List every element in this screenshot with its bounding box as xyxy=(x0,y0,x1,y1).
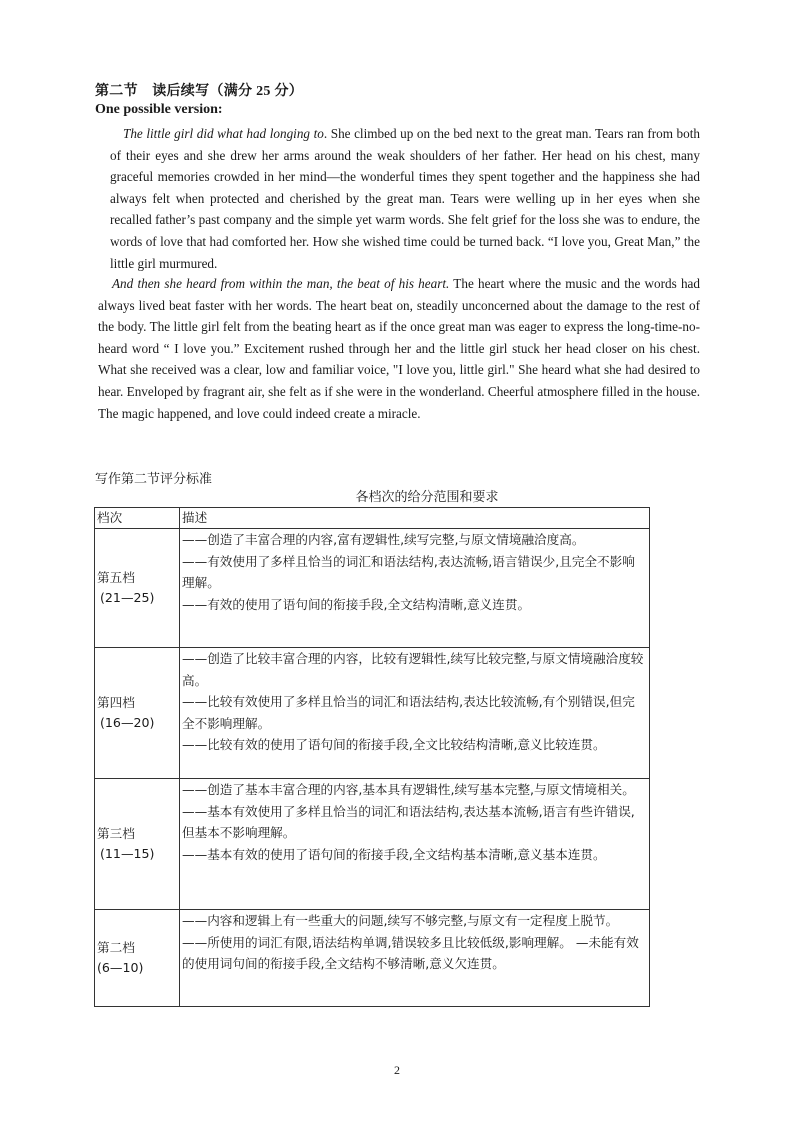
description-line: ——所使用的词汇有限,语法结构单调,错误较多且比较低级,影响理解。 —未能有效的使用词句间的衔接手段,全文结构不够清晰,意义欠连贯。 xyxy=(182,934,639,971)
version-subheading: One possible version: xyxy=(95,102,223,117)
paragraph-2-body: The heart where the music and the words had always lived beat faster with her words. The heart beat on, steadily unconcerned about the damage to the rest of the body. The little girl felt from the beating heart as if the once great man was eager to express the long-time-no-heard word “ I love you.” Excitement rushed through her and the little girl stuck her head closer on his chest. What she received was a clear, low and familiar voice, "I love you, little girl." She heard what she had desired to hear. Enveloped by fragrant air, she felt as if she were in the wonderland. Cheerful atmosphere filled in the house. The magic happened, and love could indeed create a miracle. xyxy=(98,276,701,421)
description-cell xyxy=(180,910,650,1007)
rubric-label: 写作第二节评分标准 xyxy=(95,472,213,487)
description-line: ——基本有效使用了多样且恰当的词汇和语法结构,表达基本流畅,语言有些许错误,但基本不影响理解。 xyxy=(182,803,635,840)
header-level: 档次 xyxy=(95,508,180,529)
description-cell xyxy=(180,779,650,910)
level-range: (11—15) xyxy=(100,846,155,861)
level-range: (6—10) xyxy=(97,960,144,975)
paragraph-1-body: . She climbed up on the bed next to the great man. Tears ran from both of their eyes and she drew her arms around the weak shoulders of her father. Her head on his chest, many graceful memories crowded in her mind—the wonderful times they spent together and the happiness she had always felt when protected and cherished by the great man. Tears were welling up in her eyes when she recalled father’s past company and the simple yet warm words. She felt grief for the loss she was to endure, the words of love that had comforted her. How she wished time could be turned back. “I love you, Great Man,” the little girl murmured. xyxy=(110,126,701,271)
paragraph-1-opening: The little girl did what had longing to xyxy=(123,126,324,141)
table-row xyxy=(95,648,650,779)
level-cell xyxy=(95,648,180,779)
description-line: ——创造了丰富合理的内容,富有逻辑性,续写完整,与原文情境融洽度高。 xyxy=(182,532,585,547)
paragraph-2-opening: And then she heard from within the man, the beat of his heart. xyxy=(112,276,450,291)
page-number: 2 xyxy=(394,1063,400,1077)
description-cell xyxy=(180,529,650,648)
level-cell xyxy=(95,910,180,1007)
level-name: 第二档 xyxy=(97,940,135,955)
section-heading: 第二节 读后续写（满分 25 分） xyxy=(95,84,304,99)
level-cell xyxy=(95,779,180,910)
description-line: ——比较有效的使用了语句间的衔接手段,全文比较结构清晰,意义比较连贯。 xyxy=(182,737,606,752)
table-row xyxy=(95,529,650,648)
description-line: ——有效的使用了语句间的衔接手段,全文结构清晰,意义连贯。 xyxy=(182,596,531,612)
header-description: 描述 xyxy=(180,508,650,529)
table-header-row xyxy=(95,508,650,529)
level-name: 第三档 xyxy=(97,826,135,841)
paragraph-2 xyxy=(98,273,700,424)
level-range: (16—20) xyxy=(100,715,155,730)
level-name: 第五档 xyxy=(97,570,135,585)
level-name: 第四档 xyxy=(97,695,135,710)
paragraph-1 xyxy=(110,123,700,274)
description-line: ——创造了基本丰富合理的内容,基本具有逻辑性,续写基本完整,与原文情境相关。 xyxy=(182,782,635,797)
description-line: ——内容和逻辑上有一些重大的问题,续写不够完整,与原文有一定程度上脱节。 xyxy=(182,913,619,928)
table-row xyxy=(95,910,650,1007)
rubric-table-title: 各档次的给分范围和要求 xyxy=(355,490,499,505)
rubric-table xyxy=(94,507,650,1007)
description-cell xyxy=(180,648,650,779)
table-row xyxy=(95,779,650,910)
description-line: ——比较有效使用了多样且恰当的词汇和语法结构,表达比较流畅,有个别错误,但完全不影响理解。 xyxy=(182,694,635,731)
level-range: (21—25) xyxy=(100,590,155,605)
description-line: ——有效使用了多样且恰当的词汇和语法结构,表达流畅,语言错误少,且完全不影响理解。 xyxy=(182,553,635,590)
description-line: ——基本有效的使用了语句间的衔接手段,全文结构基本清晰,意义基本连贯。 xyxy=(182,846,606,862)
description-line: ——创造了比较丰富合理的内容，比较有逻辑性,续写比较完整,与原文情境融洽度较高。 xyxy=(182,651,644,688)
level-cell xyxy=(95,529,180,648)
